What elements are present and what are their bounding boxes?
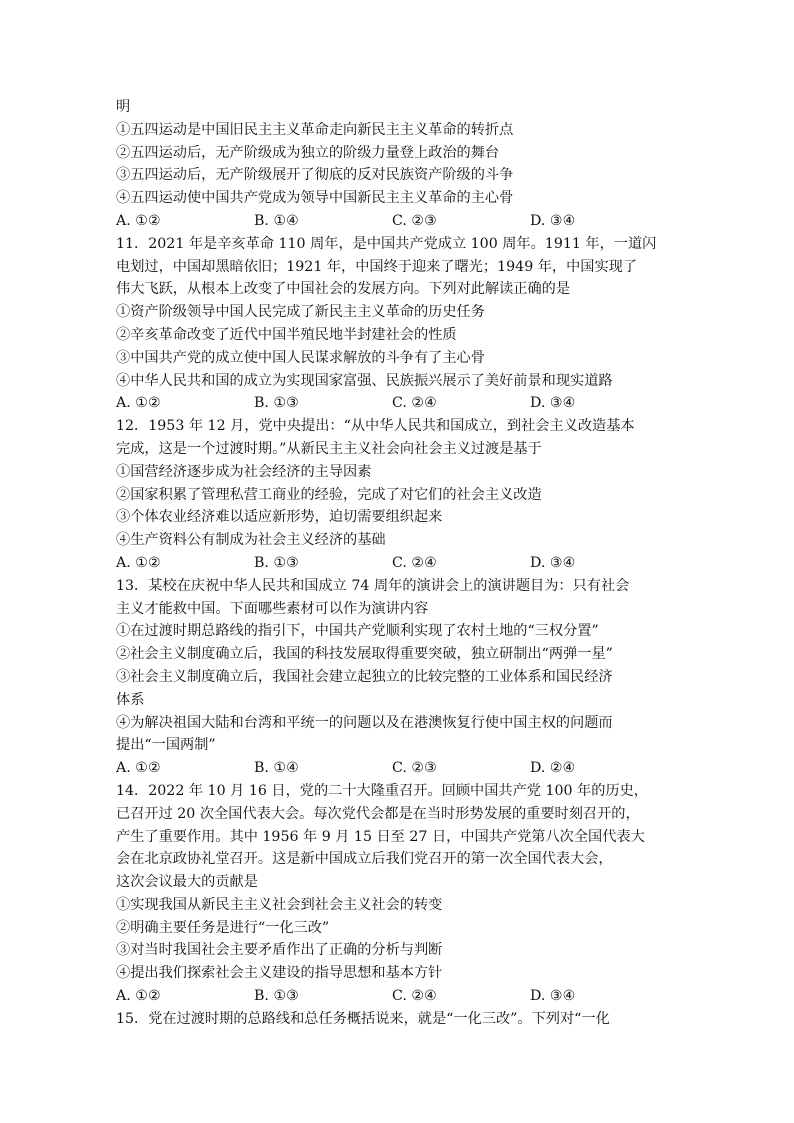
statement-item: ③五四运动后，无产阶级展开了彻底的反对民族资产阶级的斗争 — [116, 167, 514, 184]
option-a[interactable]: A. ①② — [116, 395, 161, 412]
option-b[interactable]: B. ①③ — [254, 988, 299, 1005]
statement-item: ②明确主要任务是进行“一化三改” — [116, 919, 330, 936]
answer-options — [116, 552, 682, 575]
question-stem-line: 这次会议最大的贡献是 — [116, 874, 258, 891]
option-d[interactable]: D. ③④ — [530, 554, 576, 571]
question-14 — [116, 780, 682, 1008]
option-a[interactable]: A. ①② — [116, 988, 161, 1005]
option-c[interactable]: C. ②③ — [392, 212, 437, 229]
option-b[interactable]: B. ①④ — [254, 212, 299, 229]
option-a[interactable]: A. ①② — [116, 760, 161, 777]
question-stem-line: 伟大飞跃，从根本上改变了中国社会的发展方向。下列对此解读正确的是 — [116, 281, 571, 298]
option-a[interactable]: A. ①② — [116, 554, 161, 571]
option-c[interactable]: C. ②④ — [392, 988, 437, 1005]
question-stem-line: 11．2021 年是辛亥革命 110 周年，是中国共产党成立 100 周年。1911 年，一道闪 — [116, 235, 657, 252]
question-11 — [116, 233, 682, 415]
statement-item: ④为解决祖国大陆和台湾和平统一的问题以及在港澳恢复行使中国主权的问题而 — [116, 714, 613, 731]
question-10 — [116, 96, 682, 233]
question-15 — [116, 1008, 682, 1031]
question-stem-line: 会在北京政协礼堂召开。这是新中国成立后我们党召开的第一次全国代表大会， — [116, 851, 613, 868]
answer-options — [116, 985, 682, 1008]
question-stem-line: 产生了重要作用。其中 1956 年 9 月 15 日至 27 日，中国共产党第八次全国代表大 — [116, 828, 645, 845]
option-d[interactable]: D. ③④ — [530, 212, 576, 229]
statement-item: ①五四运动是中国旧民主主义革命走向新民主主义革命的转折点 — [116, 121, 514, 138]
question-13 — [116, 575, 682, 780]
question-list — [116, 96, 682, 1031]
statement-item: ①资产阶级领导中国人民完成了新民主主义革命的历史任务 — [116, 304, 485, 321]
statement-item: ④生产资料公有制成为社会主义经济的基础 — [116, 532, 386, 549]
option-c[interactable]: C. ②③ — [392, 760, 437, 777]
question-stem-line: 13．某校在庆祝中华人民共和国成立 74 周年的演讲会上的演讲题目为：只有社会 — [116, 577, 630, 594]
question-stem-line: 12．1953 年 12 月，党中央提出：“从中华人民共和国成立，到社会主义改造基本 — [116, 418, 635, 435]
answer-options — [116, 757, 682, 780]
statement-item: ③社会主义制度确立后，我国社会建立起独立的比较完整的工业体系和国民经济 — [116, 668, 613, 685]
question-stem-line: 主义才能救中国。下面哪些素材可以作为演讲内容 — [116, 600, 429, 617]
option-c[interactable]: C. ②④ — [392, 554, 437, 571]
option-d[interactable]: D. ②④ — [530, 760, 576, 777]
option-a[interactable]: A. ①② — [116, 212, 161, 229]
statement-item: ③个体农业经济难以适应新形势，迫切需要组织起来 — [116, 509, 443, 526]
option-b[interactable]: B. ①③ — [254, 395, 299, 412]
statement-item: ④五四运动使中国共产党成为领导中国新民主主义革命的主心骨 — [116, 190, 514, 207]
option-b[interactable]: B. ①③ — [254, 554, 299, 571]
question-stem-line: 15．党在过渡时期的总路线和总任务概括说来，就是“一化三改”。下列对“一化 — [116, 1010, 610, 1027]
statement-item: ③对当时我国社会主要矛盾作出了正确的分析与判断 — [116, 942, 443, 959]
option-c[interactable]: C. ②④ — [392, 395, 437, 412]
statement-item: ②五四运动后，无产阶级成为独立的阶级力量登上政治的舞台 — [116, 144, 500, 161]
answer-options — [116, 210, 682, 233]
statement-item: ②辛亥革命改变了近代中国半殖民地半封建社会的性质 — [116, 326, 457, 343]
option-b[interactable]: B. ①④ — [254, 760, 299, 777]
statement-item: ④中华人民共和国的成立为实现国家富强、民族振兴展示了美好前景和现实道路 — [116, 372, 613, 389]
question-stem-line: 明 — [116, 99, 131, 115]
statement-item: 提出“一国两制” — [116, 737, 216, 754]
statement-item: ④提出我们探索社会主义建设的指导思想和基本方针 — [116, 965, 443, 982]
answer-options — [116, 392, 682, 415]
statement-item: ②社会主义制度确立后，我国的科技发展取得重要突破，独立研制出“两弹一星” — [116, 646, 613, 663]
question-stem-line: 完成，这是一个过渡时期。”从新民主主义社会向社会主义过渡是基于 — [116, 440, 542, 457]
statement-item: ①实现我国从新民主主义社会到社会主义社会的转变 — [116, 896, 443, 913]
statement-item: ③中国共产党的成立使中国人民谋求解放的斗争有了主心骨 — [116, 349, 485, 366]
question-stem-line: 14．2022 年 10 月 16 日，党的二十大隆重召开。回顾中国共产党 100 年的历史， — [116, 782, 648, 799]
statement-item: ①国营经济逐步成为社会经济的主导因素 — [116, 463, 372, 480]
question-stem-line: 电划过，中国却黑暗依旧；1921 年，中国终于迎来了曙光；1949 年，中国实现了 — [116, 258, 638, 275]
option-d[interactable]: D. ③④ — [530, 988, 576, 1005]
statement-item: ②国家积累了管理私营工商业的经验，完成了对它们的社会主义改造 — [116, 486, 542, 503]
question-12 — [116, 415, 682, 575]
question-stem-line: 已召开过 20 次全国代表大会。每次党代会都是在当时形势发展的重要时刻召开的， — [116, 805, 640, 822]
statement-item: ①在过渡时期总路线的指引下，中国共产党顺利实现了农村土地的“三权分置” — [116, 623, 599, 640]
option-d[interactable]: D. ③④ — [530, 395, 576, 412]
statement-item: 体系 — [116, 691, 145, 708]
